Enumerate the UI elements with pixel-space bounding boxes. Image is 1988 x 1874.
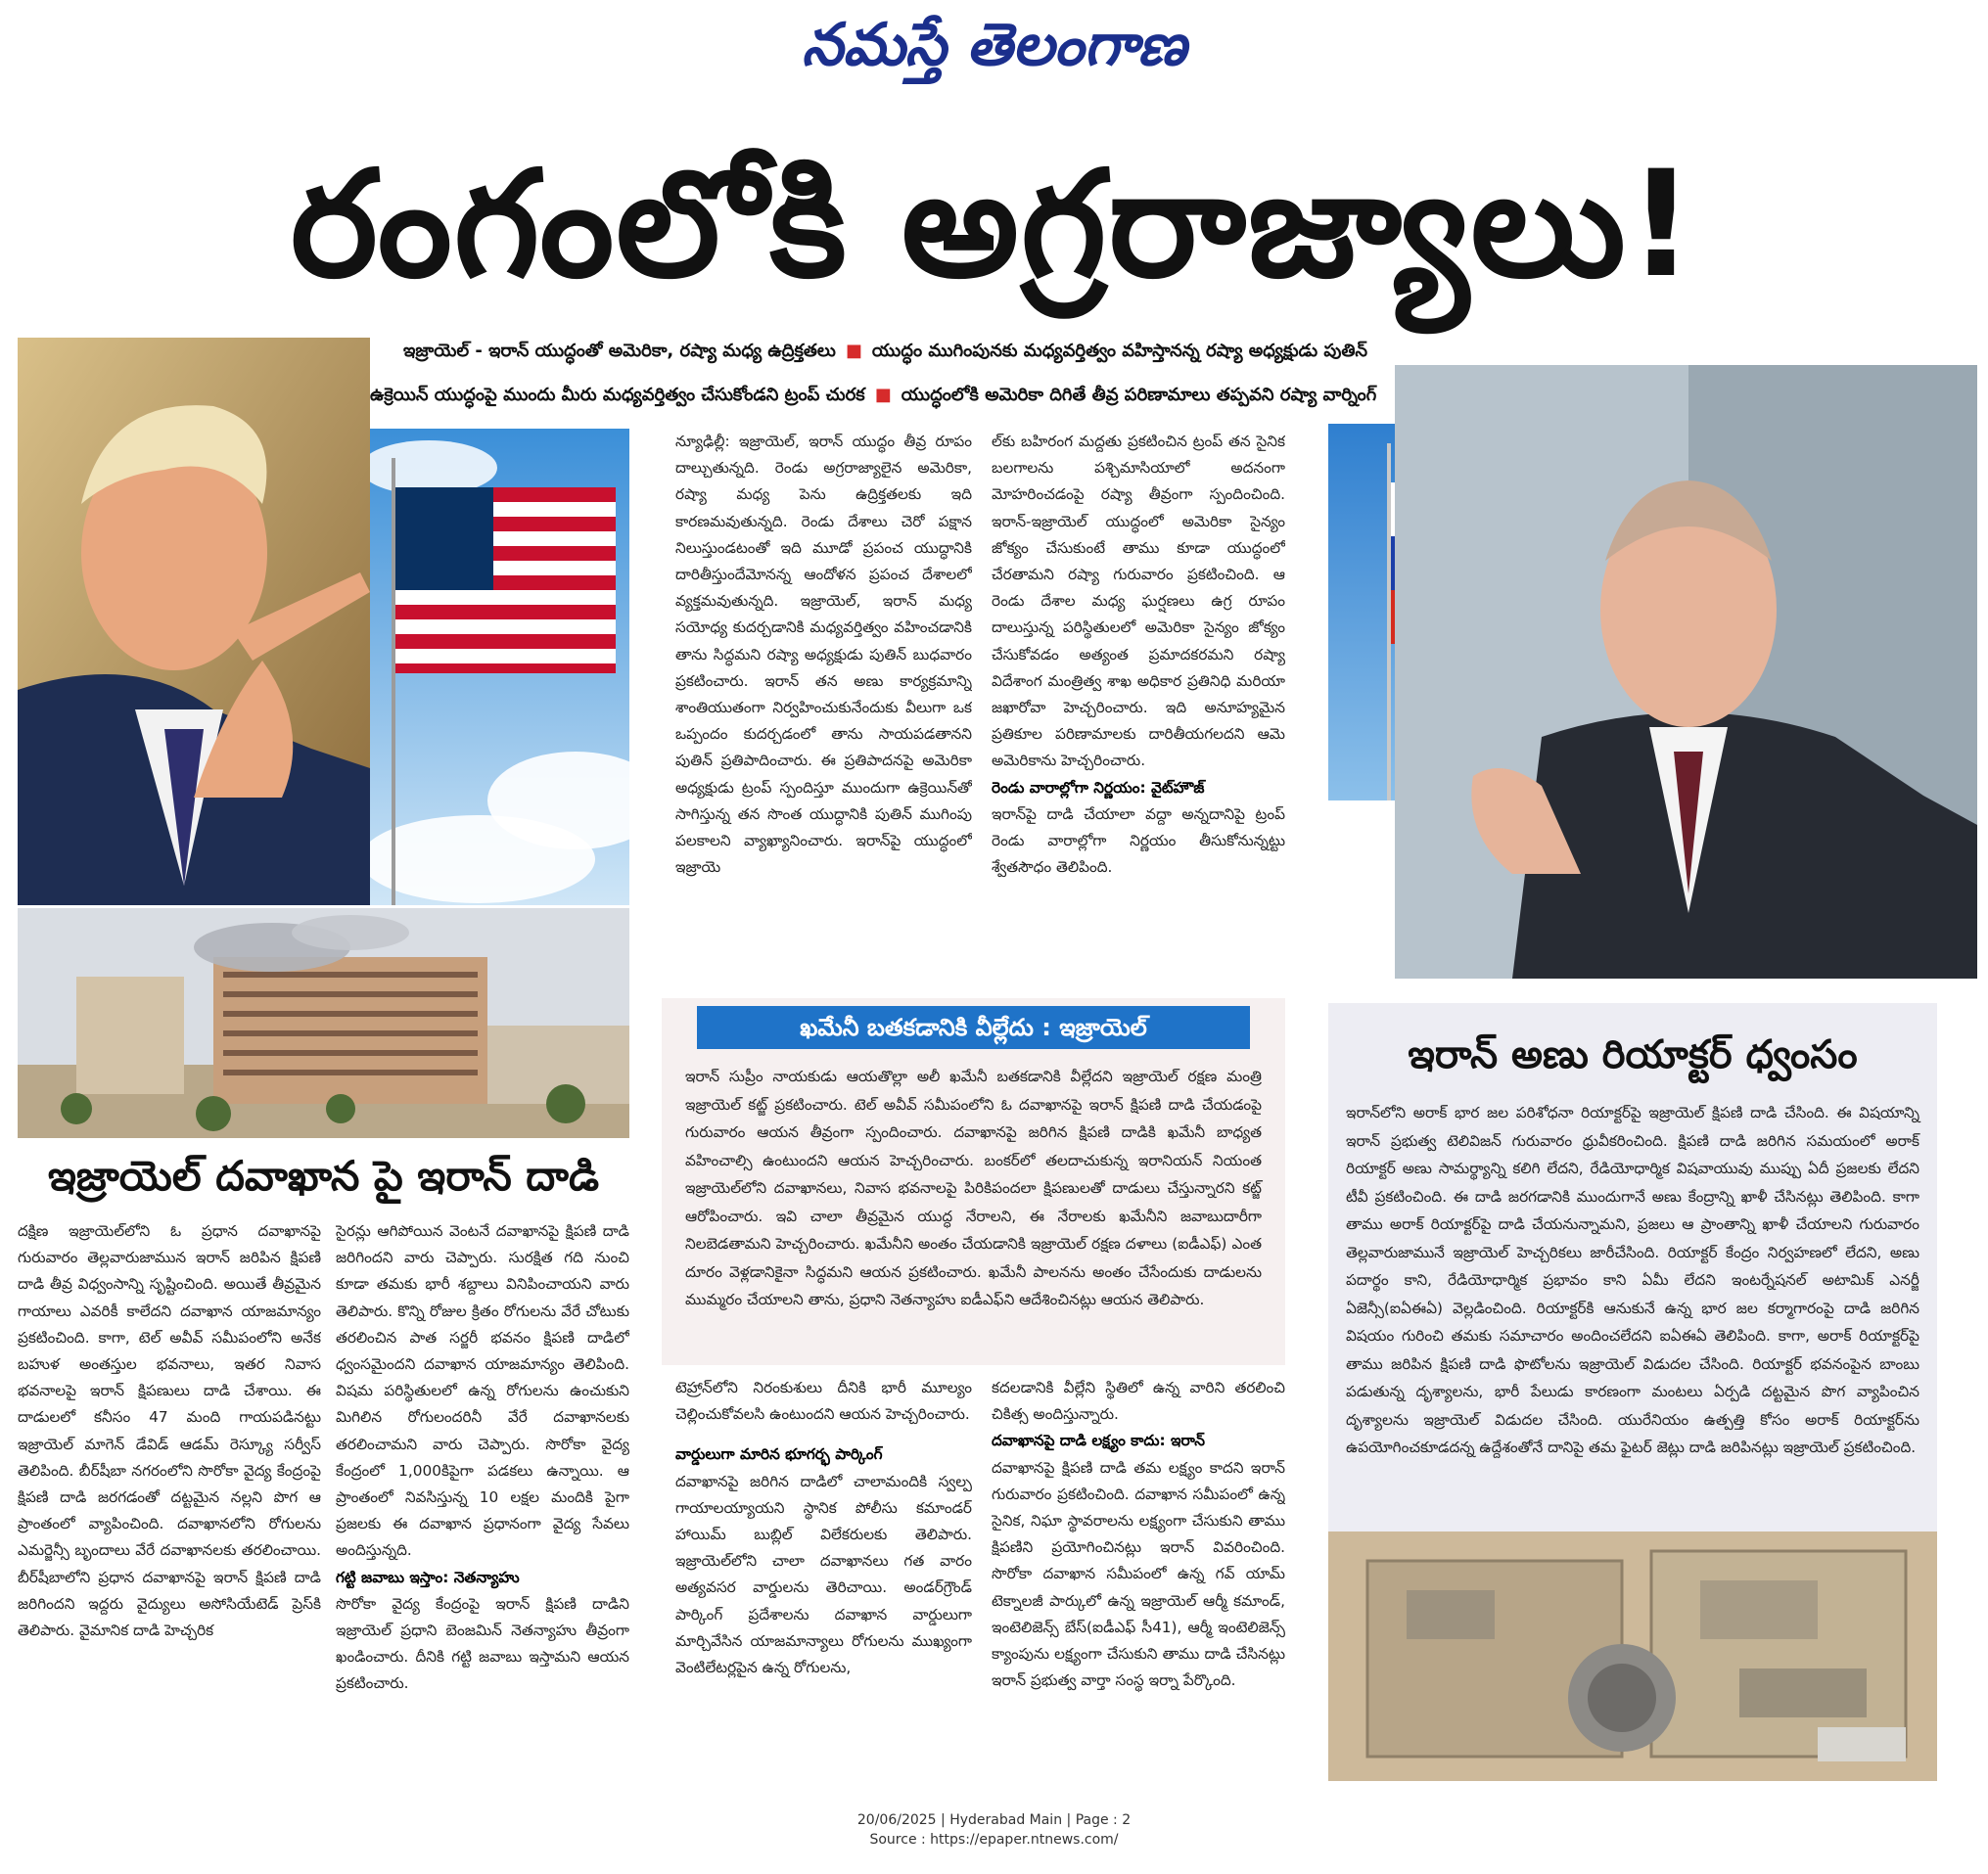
hospital-photo [18, 908, 629, 1138]
main-story-text-2-tail: ఇరాన్‌పై దాడి చేయాలా వద్దా అన్నదానిపై ట్రంప్ రెండు వారాల్లోగా నిర్ణయం తీసుకోనున్నట్టు శ్వేతసౌధం తెలిపింది. [992, 804, 1285, 877]
hospital-story-text-3-tail: దవాఖానపై జరిగిన దాడిలో చాలామందికి స్వల్ప గాయాలయ్యాయని స్థానిక పోలీసు కమాండర్ హాయిమ్ బుబ్లిల్ విలేకరులకు తెలిపారు. ఇజ్రాయెల్‌లోని చాలా దవాఖానలు గత వారం అత్యవసర వార్డులను తెరిచాయి. అండర్‌గ్రౌండ్ పార్కింగ్ ప్రదేశాలను దవాఖాన వార్డులుగా మార్చివేసిన యాజమాన్యాలు రోగులను ముఖ్యంగా వెంటిలేటర్లపైన ఉన్న రోగులను, [675, 1472, 972, 1677]
main-story-col-1 [675, 429, 972, 977]
subline-2a: ఉక్రెయిన్ యుద్ధంపై ముందు మీరు మధ్యవర్తిత్వం చేసుకోండని ట్రంప్ చురక [370, 385, 865, 405]
main-story-col-2 [992, 429, 1285, 977]
khamenei-box [662, 998, 1285, 1365]
hospital-story-subhead-3: వార్డులుగా మారిన భూగర్భ పార్కింగ్ [675, 1445, 883, 1464]
hospital-story-text-3: టెహ్రాన్‌లోని నిరంకుశులు దీనికి భారీ మూల్యం చెల్లించుకోవలసి ఉంటుందని ఆయన హెచ్చరించారు. [675, 1379, 972, 1424]
bullet-icon: ■ [845, 341, 862, 361]
hospital-story-text-4: కదలడానికి వీల్లేని స్థితిలో ఉన్న వారిని తరలించి చికిత్స అందిస్తున్నారు. [992, 1379, 1285, 1424]
khamenei-box-title: ఖమేనీ బతకడానికి వీల్లేదు : ఇజ్రాయెల్ [697, 1006, 1250, 1049]
subline-1a: ఇజ్రాయెల్ - ఇరాన్ యుద్ధంతో అమెరికా, రష్యా మధ్య ఉద్రిక్తతలు [403, 341, 836, 361]
khamenei-box-text: ఇరాన్ సుప్రీం నాయకుడు ఆయతొల్లా అలీ ఖమేనీ బతకడానికి వీల్లేదని ఇజ్రాయెల్ రక్షణ మంత్రి ఇజ్రాయెల్ కట్జ్ ప్రకటించారు. టెల్ అవీవ్ సమీపంలోని ఓ దవాఖానపై ఇరాన్ క్షిపణి దాడి చేయడంపై గురువారం ఆయన తీవ్రంగా స్పందించారు. దవాఖానపై జరిగిన క్షిపణి దాడికి ఖమేనీ బాధ్యత వహించాల్సి ఉంటుందని ఆయన హెచ్చరించారు. బంకర్‌లో తలదాచుకున్న ఇరానియన్ నియంత ఇజ్రాయెల్‌లోని దవాఖానలు, నివాస భవనాలపై పిరికిపందలా క్షిపణులతో దాడులు చేస్తున్నారని కట్జ్ ఆరోపించారు. ఇవి చాలా తీవ్రమైన యుద్ధ నేరాలని, ఈ నేరాలకు ఖమేనీని జవాబుదారీగా నిలబెడతామని హెచ్చరించారు. ఖమేనీని అంతం చేయడానికి ఇజ్రాయెల్ రక్షణ దళాలు (ఐడీఎఫ్) ఎంత దూరం వెళ్లడానికైనా సిద్ధమని ఆయన ప్రకటించారు. ఖమేనీ పాలనను అంతం చేసేందుకు దాడులను ముమ్మరం చేయాలని తాను, ప్రధాని నెతన్యాహు ఐడీఎఫ్‌ని ఆదేశించినట్లు ఆయన తెలిపారు. [685, 1068, 1262, 1308]
reactor-box-text: ఇరాన్‌లోని అరాక్ భార జల పరిశోధనా రియాక్టర్‌పై ఇజ్రాయెల్ క్షిపణి దాడి చేసింది. ఈ విషయాన్ని ఇరాన్ ప్రభుత్వ టెలివిజన్ గురువారం ధ్రువీకరించింది. క్షిపణి దాడి జరిగిన సమయంలో అరాక్ రియాక్టర్ అణు సామర్థ్యాన్ని కలిగి లేదని, రేడియోధార్మిక విషవాయువు ముప్పు ఏదీ ప్రజలకు లేదని టీవీ ప్రకటించింది. ఈ దాడి జరగడానికి ముందుగానే అణు కేంద్రాన్ని ఖాళీ చేసినట్లు తెలిపింది. కాగా తాము అరాక్ రియాక్టర్‌పై దాడి చేయనున్నామని, ప్రజలు ఆ ప్రాంతాన్ని ఖాళీ చేయాలని గురువారం తెల్లవారుజామునే ఇజ్రాయెల్ హెచ్చరికలు జారీచేసింది. రియాక్టర్ కేంద్రం నిర్వహణలో లేదని, అణు పదార్థం కాని, రేడియోధార్మిక ప్రభావం కాని ఏమీ లేదని ఇంటర్నేషనల్ అటామిక్ ఎనర్జీ ఏజెన్సీ(ఐఏఈఏ) వెల్లడించింది. రియాక్టర్‌కి ఆనుకునే ఉన్న భార జల కర్మాగారంపై దాడి జరిగిన విషయం గురించి తమకు సమాచారం అందించలేదని ఐఏఈఏ తెలిపింది. కాగా, అరాక్ రియాక్టర్‌పై తాము జరిపిన క్షిపణి దాడి ఫొటోలను ఇజ్రాయెల్ విడుదల చేసింది. రియాక్టర్ భవనంపైన బాంబు పడుతున్న దృశ్యాలను, భారీ పేలుడు కారణంగా మంటలు ఏర్పడి దట్టమైన పొగ వ్యాపించిన దృశ్యాలను ఇజ్రాయెల్ విడుదల చేసింది. యురేనియం ఉత్పత్తి కోసం అరాక్ రియాక్టర్‌ను ఉపయోగించకూడదన్న ఉద్దేశంతోనే దానిపై తమ ఫైటర్ జెట్లు దాడి జరిపినట్లు ఇజ్రాయెల్ ప్రకటించింది. [1346, 1104, 1920, 1456]
khamenei-box-body [662, 1049, 1285, 1357]
subline-row-2 [370, 382, 1376, 409]
hospital-story-subhead-2: గట్టి జవాబు ఇస్తాం: నెతన్యాహు [336, 1568, 520, 1586]
reactor-box [1328, 1003, 1937, 1781]
main-story-text-2: ల్‌కు బహిరంగ మద్దతు ప్రకటించిన ట్రంప్ తన సైనిక బలగాలను పశ్చిమాసియాలో అదనంగా మోహరించడంపై రష్యా తీవ్రంగా స్పందించింది. ఇరాన్-ఇజ్రాయెల్ యుద్ధంలో అమెరికా సైన్యం జోక్యం చేసుకుంటే తాము కూడా యుద్ధంలో చేరతామని రష్యా గురువారం ప్రకటించింది. ఆ రెండు దేశాల మధ్య ఘర్షణలు ఉగ్ర రూపం దాలుస్తున్న పరిస్థితులలో అమెరికా సైన్యం జోక్యం చేసుకోవడం అత్యంత ప్రమాదకరమని రష్యా విదేశాంగ మంత్రిత్వ శాఖ అధికార ప్రతినిధి మరియా జఖారోవా హెచ్చరించారు. ఇది అనూహ్యమైన ప్రతికూల పరిణామాలకు దారితీయగలదని ఆమె అమెరికాను హెచ్చరించారు. [992, 433, 1285, 770]
hospital-story-title: ఇజ్రాయెల్ దవాఖాన పై ఇరాన్ దాడి [47, 1152, 600, 1200]
footer [0, 1810, 1988, 1850]
hospital-story-text-2: సైరన్లు ఆగిపోయిన వెంటనే దవాఖానపై క్షిపణి దాడి జరిగిందని వారు చెప్పారు. సురక్షిత గది నుంచి కూడా తమకు భారీ శబ్దాలు వినిపించాయని వారు తెలిపారు. కొన్ని రోజుల క్రితం రోగులను వేరే చోటుకు తరలించిన పాత సర్జరీ భవనం క్షిపణి దాడిలో ధ్వంసమైందని దవాఖాన యాజమాన్యం తెలిపింది. విషమ పరిస్థితులలో ఉన్న రోగులను ఉంచుకుని మిగిలిన రోగులందరినీ వేరే దవాఖానలకు తరలించామని వారు చెప్పారు. సొరోకా వైద్య కేంద్రంలో 1,000కిపైగా పడకలు ఉన్నాయి. ఆ ప్రాంతంలో నివసిస్తున్న 10 లక్షల మందికి పైగా ప్రజలకు ఈ దవాఖాన ప్రధానంగా వైద్య సేవలు అందిస్తున్నది. [336, 1222, 629, 1560]
main-story-text-1: న్యూఢిల్లీ: ఇజ్రాయెల్, ఇరాన్ యుద్ధం తీవ్ర రూపం దాల్చుతున్నది. రెండు అగ్రరాజ్యాలైన అమెరికా, రష్యా మధ్య పెను ఉద్రిక్తతలకు ఇది కారణమవుతున్నది. రెండు దేశాలు చెరో పక్షాన నిలుస్తుండటంతో ఇది మూడో ప్రపంచ యుద్ధానికి దారితీస్తుందేమోనన్న ఆందోళన ప్రపంచ దేశాలలో వ్యక్తమవుతున్నది. ఇజ్రాయెల్, ఇరాన్ మధ్య సయోధ్య కుదర్చడానికి మధ్యవర్తిత్వం వహించడానికి తాను సిద్ధమని రష్యా అధ్యక్షుడు పుతిన్ బుధవారం ప్రకటించారు. ఇరాన్ తన అణు కార్యక్రమాన్ని శాంతియుతంగా నిర్వహించుకునేందుకు వీలుగా ఒక ఒప్పందం కుదర్చడంలో తాను సాయపడతానని పుతిన్ ప్రతిపాదించారు. ఈ ప్రతిపాదనపై అమెరికా అధ్యక్షుడు ట్రంప్ స్పందిస్తూ ముందుగా ఉక్రెయిన్‌తో సాగిస్తున్న తన సొంత యుద్ధానికి పుతిన్ ముగింపు పలకాలని వ్యాఖ్యానించారు. ఇరాన్‌పై యుద్ధంలో ఇజ్రాయె [675, 433, 972, 877]
us-flag-photo [370, 429, 629, 905]
hospital-story-col-3 [675, 1375, 972, 1766]
hospital-story-text-1: దక్షిణ ఇజ్రాయెల్‌లోని ఓ ప్రధాన దవాఖానపై గురువారం తెల్లవారుజామున ఇరాన్ జరిపిన క్షిపణి దాడి తీవ్ర విధ్వంసాన్ని సృష్టించింది. అయితే తీవ్రమైన గాయాలు ఎవరికీ కాలేదని దవాఖాన యాజమాన్యం ప్రకటించింది. కాగా, టెల్ అవీవ్ సమీపంలోని అనేక బహుళ అంతస్తుల భవనాలు, ఇతర నివాస భవనాలపై ఇరాన్ క్షిపణులు దాడి చేశాయి. ఈ దాడులలో కనీసం 47 మంది గాయపడినట్టు ఇజ్రాయెల్ మాగెన్ డేవిడ్ ఆడమ్ రెస్క్యూ సర్వీస్ తెలిపింది. బీర్‌షీబా నగరంలోని సొరోకా వైద్య కేంద్రంపై క్షిపణి దాడి జరగడంతో దట్టమైన నల్లని పొగ ఆ ప్రాంతంలో వ్యాపించింది. దవాఖానలోని రోగులను ఎమర్జెన్సీ బృందాలు వేరే దవాఖానలకు తరలించాయి. బీర్‌షీబాలోని ప్రధాన దవాఖానపై ఇరాన్ క్షిపణి దాడి జరిగిందని ఇద్దరు వైద్యులు అసోసియేటెడ్ ప్రెస్‌కి తెలిపారు. వైమానిక దాడి హెచ్చరిక [18, 1222, 321, 1640]
footer-source: Source : https://epaper.ntnews.com/ [869, 1832, 1119, 1848]
bullet-icon: ■ [874, 385, 892, 405]
reactor-box-body [1328, 1099, 1937, 1549]
putin-photo [1395, 365, 1977, 979]
reactor-satellite-photo [1328, 1531, 1937, 1781]
masthead-logo: నమస్తే తెలంగాణ [801, 11, 1187, 79]
hospital-story-text-2-tail: సొరోకా వైద్య కేంద్రంపై ఇరాన్ క్షిపణి దాడిని ఇజ్రాయెల్ ప్రధాని బెంజమిన్ నెతన్యాహు తీవ్రంగా ఖండించారు. దీనికి గట్టి జవాబు ఇస్తామని ఆయన ప్రకటించారు. [336, 1594, 629, 1693]
subline-2b: యుద్ధంలోకి అమెరికా దిగితే తీవ్ర పరిణామాలు తప్పవని రష్యా వార్నింగ్ [901, 385, 1377, 405]
hospital-story-subhead-4: దవాఖానపై దాడి లక్ష్యం కాదు: ఇరాన్ [992, 1432, 1206, 1450]
hospital-story-text-4-tail: దవాఖానపై క్షిపణి దాడి తమ లక్ష్యం కాదని ఇరాన్ గురువారం ప్రకటించింది. దవాఖాన సమీపంలో ఉన్న సైనిక, నిఘా స్థావరాలను లక్ష్యంగా చేసుకుని తాము క్షిపణిని ప్రయోగించినట్లు ఇరాన్ వివరించింది. సొరోకా దవాఖాన సమీపంలో ఉన్న గవ్ యామ్ టెక్నాలజీ పార్కులో ఉన్న ఇజ్రాయెల్ ఆర్మీ కమాండ్, ఇంటెలిజెన్స్ బేస్(ఐడీఎఫ్ సీ41), ఆర్మీ ఇంటెలిజెన్స్ క్యాంపును లక్ష్యంగా చేసుకుని తాము దాడి చేసినట్లు ఇరాన్ ప్రభుత్వ వార్తా సంస్థ ఇర్నా పేర్కొంది. [992, 1458, 1285, 1690]
hospital-story-col-1 [18, 1218, 321, 1766]
footer-date-edition: 20/06/2025 | Hyderabad Main | Page : 2 [856, 1812, 1132, 1828]
hospital-story-col-2 [336, 1218, 629, 1766]
page-headline: రంగంలోకి అగ్రరాజ్యాలు! [290, 140, 1697, 310]
reactor-box-title: ఇరాన్ అణు రియాక్టర్ ధ్వంసం [1408, 1032, 1858, 1077]
subline-row-1 [403, 338, 1367, 365]
trump-photo [18, 338, 370, 905]
hospital-story-col-4 [992, 1375, 1285, 1766]
subline-1b: యుద్ధం ముగింపునకు మధ్యవర్తిత్వం వహిస్తానన్న రష్యా అధ్యక్షుడు పుతిన్ [871, 341, 1368, 361]
main-story-subhead: రెండు వారాల్లోగా నిర్ణయం: వైట్‌హౌజ్ [992, 778, 1205, 797]
spacer [675, 1428, 972, 1441]
